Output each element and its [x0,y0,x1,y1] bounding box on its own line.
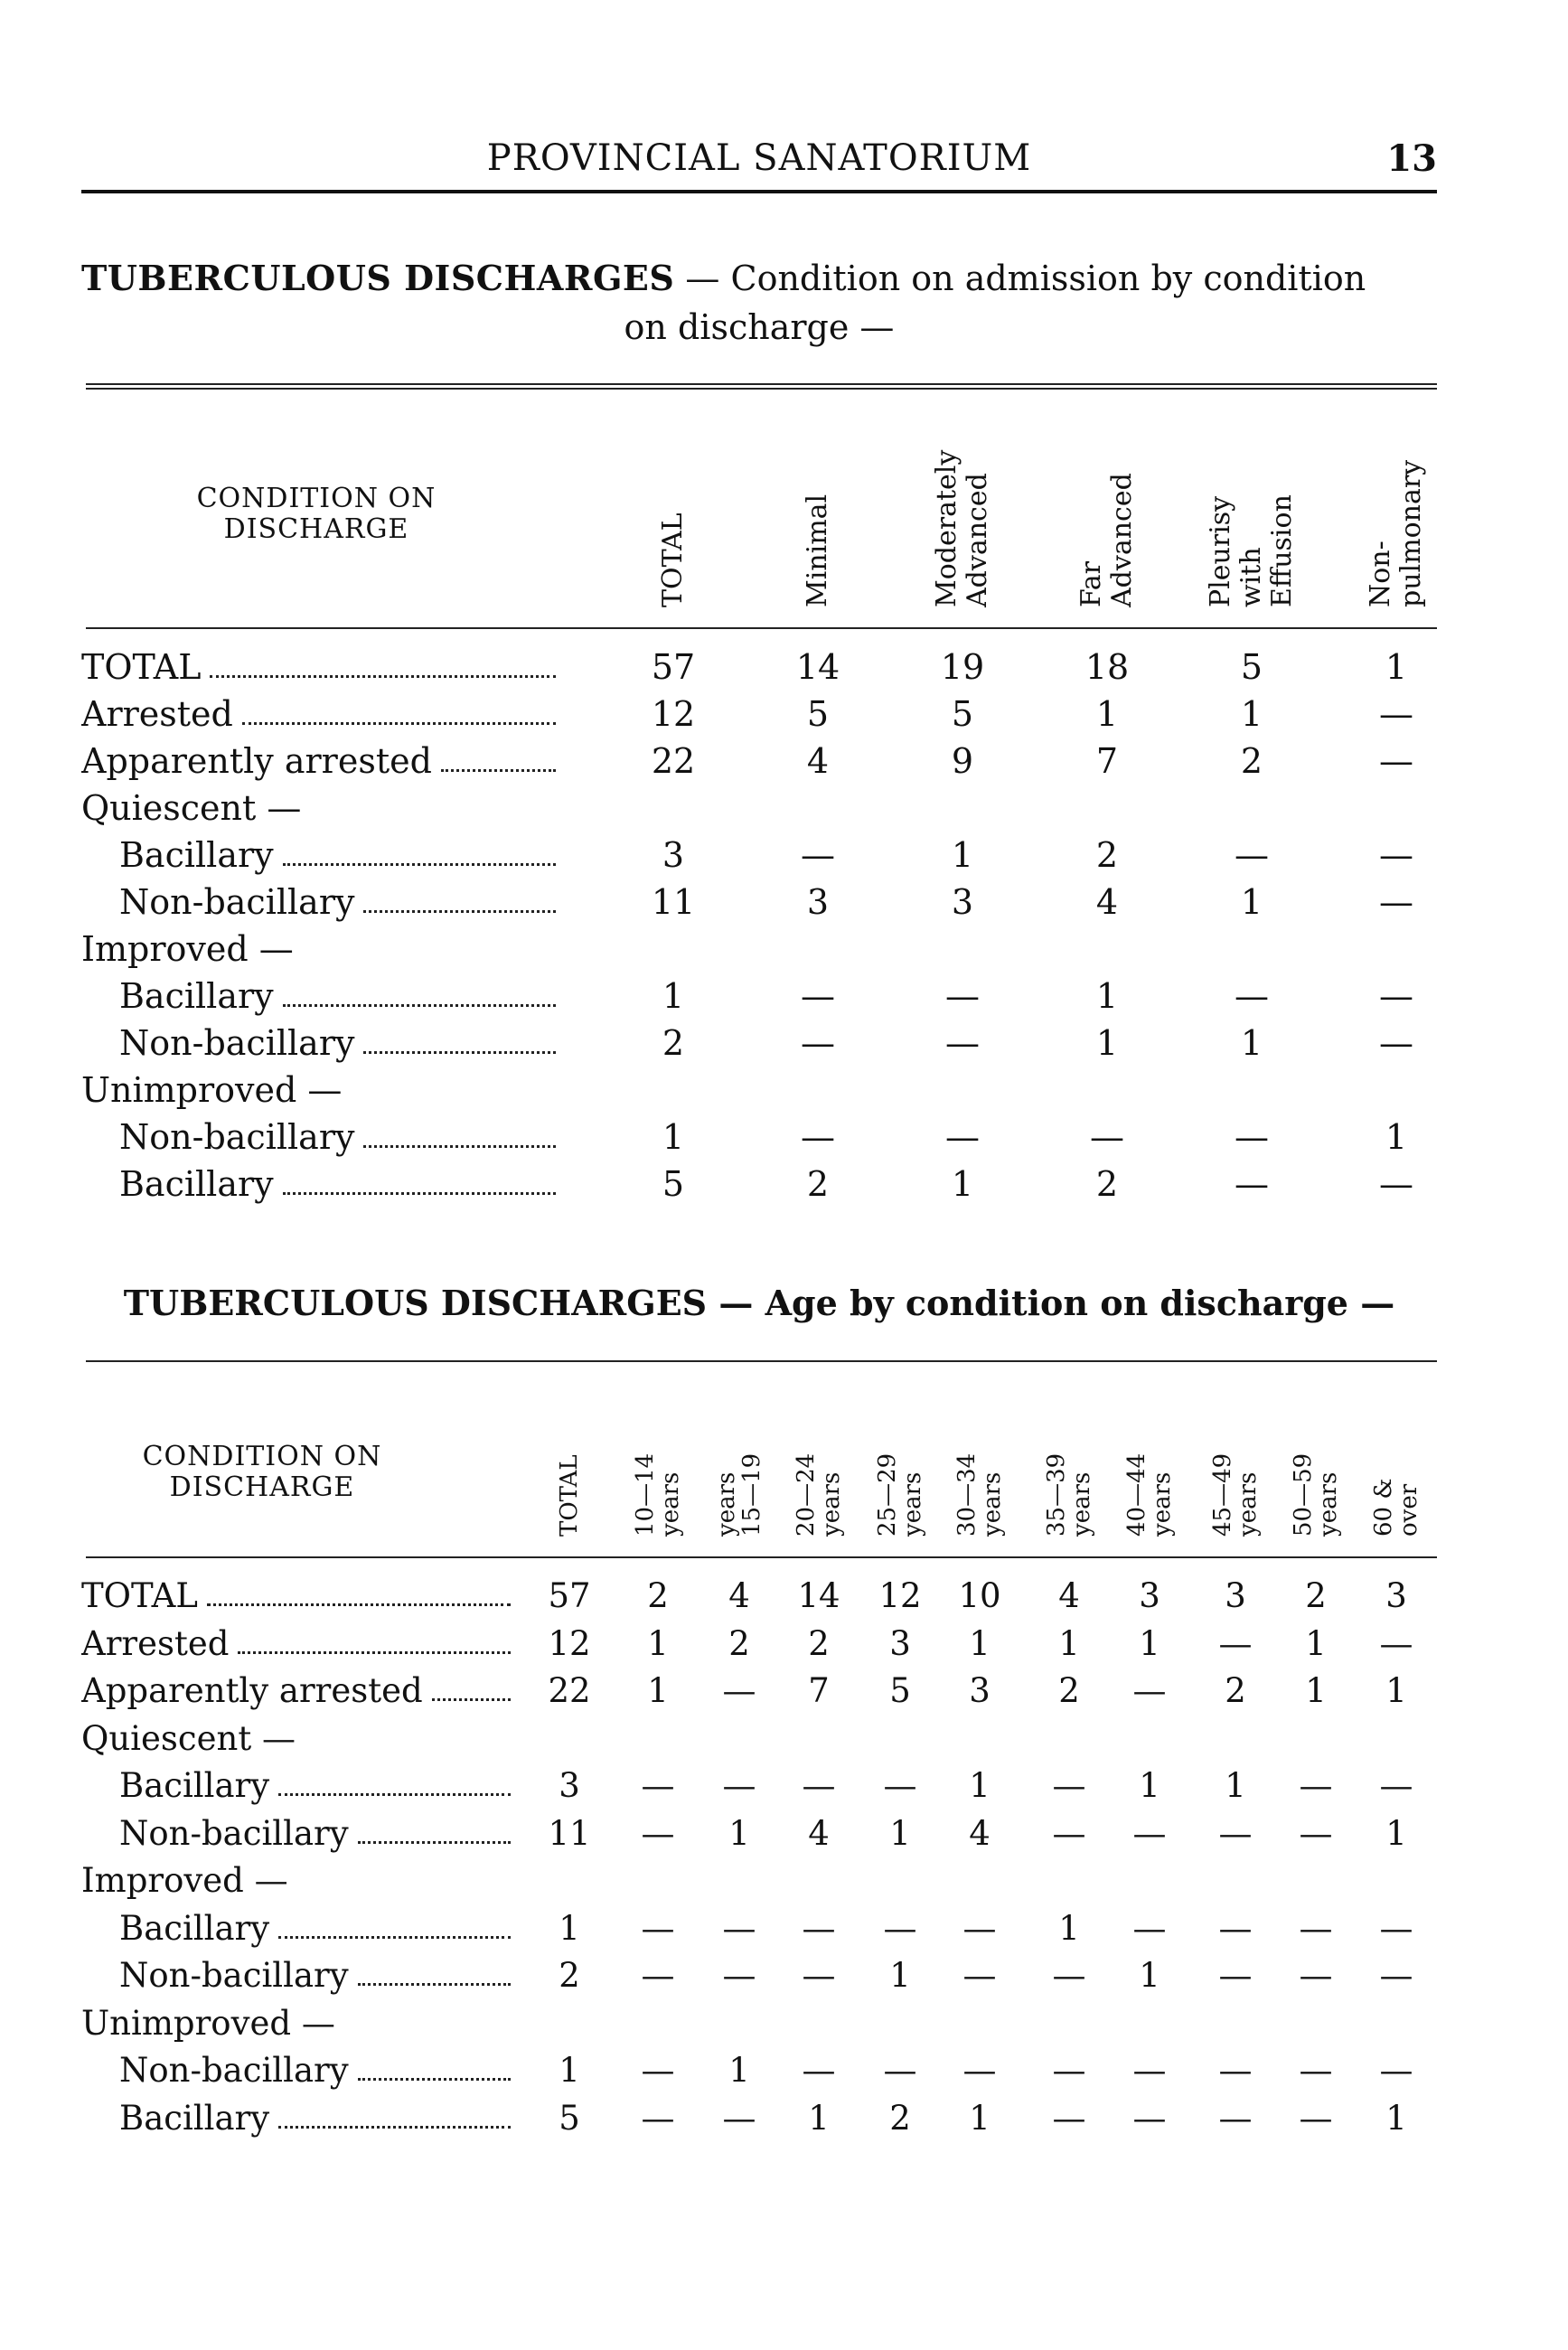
table2-col-header-6 [1044,1453,1094,1537]
table2-row-label: Apparently arrested [81,1671,511,1710]
table2-cell: — [802,2051,836,2090]
table1-cell: — [1379,1023,1413,1063]
table2-col-header-2-line-0: years [713,1471,740,1537]
table1-col-header-4-line-0: Pleurisy [1205,495,1236,607]
table2-cell: — [962,2051,997,2090]
table1-cell: 11 [651,882,696,922]
table2-row-label: Quiescent — [81,1718,296,1758]
table2-col-header-1 [633,1453,683,1537]
dot-leader [283,1001,556,1007]
table1-cell: 2 [1095,1164,1119,1204]
table2-cell: 1 [969,1623,991,1663]
table1-col-header-4 [1206,494,1298,607]
table1-cell: 1 [1240,694,1263,734]
table2-cell: — [722,1766,756,1805]
table2-cell: — [641,2098,675,2138]
table1-cell: 14 [795,647,840,687]
table2-cell: 1 [647,1623,669,1663]
table2-cell: 1 [889,1813,911,1853]
table2-cell: — [1379,1623,1413,1663]
table2-cell: — [1299,1813,1333,1853]
table2-col-header-1-line-0: 10—14 [632,1452,659,1537]
table2-cell: 2 [1058,1671,1080,1710]
page-number: 13 [1386,137,1437,180]
table1-cell: 18 [1084,647,1130,687]
table2-cell: 3 [969,1671,991,1710]
table2-row-label: Bacillary [119,2099,511,2138]
table1-cell: 5 [806,694,830,734]
table2-cell: 3 [889,1623,911,1663]
table2-cell: 11 [548,1813,591,1853]
table2-cell: — [883,2051,917,2090]
table1-col-header-5-line-1: pulmonary [1395,459,1427,607]
table1-cell: 5 [662,1164,685,1204]
table2-cell: 1 [559,1908,580,1948]
table1-title-rest: — Condition on admission by condition [674,258,1366,298]
table2-cell: — [1132,2098,1167,2138]
table1-row-label: Arrested [81,694,556,734]
table2-cell: — [1379,1956,1413,1995]
table2-row-label: Unimproved — [81,2003,335,2043]
dot-leader [242,719,556,725]
table1-row-label: Bacillary [119,835,556,875]
table1-col-header-0-line-0: TOTAL [657,512,689,607]
table1-cell: — [1379,882,1413,922]
table2-col-header-6-line-1: years [1068,1471,1095,1537]
table1-cell: 2 [806,1164,830,1204]
table2-cell: — [1299,2098,1333,2138]
table2-cell: — [641,1766,675,1805]
table2-cell: — [1052,1766,1086,1805]
table1-cell: — [945,976,980,1016]
table1-top-rule [86,383,1437,390]
table2-cell: — [1218,2098,1253,2138]
table1-cell: 12 [651,694,696,734]
table2-row-header-line2: DISCHARGE [169,1471,355,1503]
table2-cell: — [1052,2051,1086,2090]
table1-cell: 1 [662,976,685,1016]
table1-caption-line2: on discharge — [624,307,895,347]
dot-leader [283,860,556,866]
table2-row-label: Bacillary [119,1766,511,1805]
table2-cell: 2 [559,1956,580,1995]
table2-row-label: TOTAL [81,1576,511,1615]
table2-cell: — [883,1766,917,1805]
table1-cell: — [1379,741,1413,781]
table1-cell: — [1379,694,1413,734]
dot-leader [358,2074,511,2081]
table2-cell: — [802,1766,836,1805]
dot-leader [238,1648,511,1654]
table2-cell: 1 [1385,1671,1407,1710]
table2-cell: — [1218,1813,1253,1853]
table2-col-header-2 [714,1453,765,1537]
table1-header-rule [86,627,1437,629]
table2-row-label: Non-bacillary [119,2051,511,2090]
table2-col-header-7 [1124,1453,1175,1537]
table2-cell: 1 [728,1813,750,1853]
table1-cell: 1 [951,1164,974,1204]
dot-leader [207,1600,511,1606]
table2-cell: — [883,1908,917,1948]
table2-col-header-3-line-1: years [818,1471,845,1537]
table2-cell: — [1052,1813,1086,1853]
table1-cell: 4 [1095,882,1119,922]
table2-col-header-9-line-0: 50—59 [1290,1452,1317,1537]
table1-col-header-5 [1366,460,1427,607]
running-head [81,136,1437,190]
table1-col-header-3-line-0: Far [1075,560,1107,607]
dot-leader [363,1048,556,1054]
table1-cell: 2 [662,1023,685,1063]
table2-col-header-3 [793,1453,844,1537]
table2-cell: 2 [889,2098,911,2138]
table1-cell: — [1235,835,1269,875]
table1-row-label: Apparently arrested [81,741,556,781]
table1-row-label: TOTAL [81,647,556,687]
table2-header-rule [86,1556,1437,1558]
table2-cell: 1 [1139,1623,1160,1663]
table2-top-rule [86,1360,1437,1362]
table2-cell: 1 [1305,1671,1327,1710]
table2-cell: — [722,1671,756,1710]
table2-cell: 1 [1139,1956,1160,1995]
table2-cell: 3 [1139,1576,1160,1615]
table2-cell: — [1218,1623,1253,1663]
table1-cell: 22 [651,741,696,781]
table1-col-header-2-line-0: Moderately [931,449,962,607]
table2-cell: 1 [969,2098,991,2138]
table2-col-header-10-line-0: 60 & [1370,1478,1397,1537]
table1-cell: 2 [1240,741,1263,781]
table2-col-header-5 [954,1453,1005,1537]
table1-row-header [136,484,497,545]
table2-cell: 2 [808,1623,830,1663]
table2-row-header [99,1442,425,1503]
table2-cell: 1 [1385,2098,1407,2138]
table2-cell: — [1218,1908,1253,1948]
table2-cell: — [1052,1956,1086,1995]
table1-title-bold: TUBERCULOUS DISCHARGES [81,258,675,298]
table1-row-label: Unimproved — [81,1070,343,1110]
table2-col-header-8-line-0: 45—49 [1209,1452,1236,1537]
table2-cell: 1 [728,2051,750,2090]
table1-col-header-3-line-1: Advanced [1106,473,1138,607]
header-rule [81,190,1437,193]
table2-row-label: Bacillary [119,1909,511,1948]
table2-cell: 1 [808,2098,830,2138]
table2-cell: — [1132,2051,1167,2090]
table1-col-header-4-line-2: Effusion [1266,494,1298,607]
table2-cell: 1 [889,1956,911,1995]
table2-cell: 2 [1225,1671,1246,1710]
table2-cell: — [722,1956,756,1995]
table1-col-header-2-line-1: Advanced [962,473,993,607]
table1-cell: — [1379,835,1413,875]
table1-cell: — [801,1117,835,1157]
table1-row-label: Improved — [81,929,294,969]
table2-col-header-5-line-1: years [979,1471,1006,1537]
table2-cell: 2 [647,1576,669,1615]
table2-cell: 1 [1058,1908,1080,1948]
table2-col-header-9 [1291,1453,1341,1537]
table2-cell: — [1132,1908,1167,1948]
dot-leader [363,907,556,913]
table2-cell: — [1299,1908,1333,1948]
table1-cell: — [945,1023,980,1063]
table1-cell: 5 [1240,647,1263,687]
table1-cell: 3 [662,835,685,875]
table1-cell: 4 [806,741,830,781]
table2-cell: — [1379,2051,1413,2090]
table1-cell: 1 [1385,647,1408,687]
table2-cell: 2 [1305,1576,1327,1615]
table1-row-header-line2: DISCHARGE [223,513,409,545]
table2-col-header-4-line-0: 25—29 [874,1452,901,1537]
table2-cell: — [641,1956,675,1995]
dot-leader [358,1838,511,1844]
table2-cell: — [962,1956,997,1995]
table2-row-header-line1: CONDITION ON [142,1441,382,1472]
table1-cell: 1 [662,1117,685,1157]
dot-leader [278,1790,511,1796]
table2-cell: — [1299,1956,1333,1995]
table2-cell: 1 [1305,1623,1327,1663]
table1-cell: — [1235,1164,1269,1204]
table2-cell: — [802,1956,836,1995]
table2-col-header-0-line-0: TOTAL [556,1454,583,1537]
table2-cell: 22 [548,1671,591,1710]
table1-row-label: Quiescent — [81,788,302,828]
table2-row-label: Arrested [81,1624,511,1663]
table1-cell: 1 [951,835,974,875]
table2-col-header-8-line-1: years [1235,1471,1262,1537]
table2-col-header-6-line-0: 35—39 [1043,1452,1070,1537]
table2-col-header-7-line-0: 40—44 [1123,1452,1150,1537]
table2-col-header-9-line-1: years [1315,1471,1342,1537]
table2-cell: — [722,2098,756,2138]
table2-cell: — [962,1908,997,1948]
table2-cell: — [1132,1813,1167,1853]
table2-cell: 4 [728,1576,750,1615]
table1-cell: 1 [1240,882,1263,922]
table1-cell: 3 [951,882,974,922]
table2-cell: — [1299,2051,1333,2090]
table1-col-header-1 [803,494,833,607]
table1-cell: 1 [1240,1023,1263,1063]
table2-row-label: Non-bacillary [119,1814,511,1853]
dot-leader [283,1189,556,1195]
table2-cell: 12 [878,1576,922,1615]
table1-cell: — [1379,976,1413,1016]
table2-col-header-4-line-1: years [899,1471,926,1537]
table1-cell: — [801,976,835,1016]
table1-cell: — [1090,1117,1124,1157]
table2-cell: — [1218,2051,1253,2090]
table1-col-header-3 [1076,473,1138,607]
table1-cell: — [1235,1117,1269,1157]
dot-leader [210,672,556,678]
table1-row-header-line1: CONDITION ON [196,483,437,514]
table2-cell: 1 [647,1671,669,1710]
table2-cell: 3 [559,1766,580,1805]
table2-cell: 3 [1225,1576,1246,1615]
table1-cell: — [1379,1164,1413,1204]
table2-col-header-10 [1371,1479,1422,1537]
table2-cell: 7 [808,1671,830,1710]
table1-col-header-2 [932,450,993,607]
table2-caption: TUBERCULOUS DISCHARGES — Age by condition on discharge — [123,1283,1395,1323]
table2-col-header-5-line-0: 30—34 [953,1452,981,1537]
table1-cell: — [801,1023,835,1063]
table2-cell: — [722,1908,756,1948]
table2-cell: — [1379,1766,1413,1805]
table2-row-label: Non-bacillary [119,1956,511,1995]
table2-cell: — [1299,1766,1333,1805]
table1-col-header-1-line-0: Minimal [802,494,833,607]
table1-row-label: Non-bacillary [119,882,556,922]
table1-cell: 1 [1095,976,1119,1016]
running-title: PROVINCIAL SANATORIUM [486,137,1032,179]
table2-col-header-8 [1210,1453,1261,1537]
table1-cell: 57 [651,647,696,687]
dot-leader [358,1979,511,1986]
table2-col-header-7-line-1: years [1149,1471,1176,1537]
table2-col-header-4 [875,1453,925,1537]
table2-col-header-3-line-0: 20—24 [793,1452,820,1537]
dot-leader [278,2122,511,2129]
table1-cell: 1 [1385,1117,1408,1157]
dot-leader [278,1932,511,1939]
table2-cell: 5 [889,1671,911,1710]
table2-cell: 14 [797,1576,840,1615]
table2-cell: — [1379,1908,1413,1948]
table2-cell: — [1132,1671,1167,1710]
table1-cell: 9 [951,741,974,781]
table1-row-label: Bacillary [119,976,556,1016]
table2-cell: 3 [1385,1576,1407,1615]
table2-cell: 1 [1058,1623,1080,1663]
table2-cell: 1 [1385,1813,1407,1853]
table2-col-header-2-line-1: 15—19 [738,1452,765,1537]
table2-cell: 4 [808,1813,830,1853]
table1-col-header-4-line-1: with [1235,547,1267,607]
table1-row-label: Bacillary [119,1164,556,1204]
table1-cell: 5 [951,694,974,734]
table1-cell: 7 [1095,741,1119,781]
table2-cell: 1 [1225,1766,1246,1805]
table2-cell: 2 [728,1623,750,1663]
table2-cell: 10 [958,1576,1001,1615]
table2-cell: 1 [1139,1766,1160,1805]
table1-row-label: Non-bacillary [119,1023,556,1063]
table2-cell: 4 [1058,1576,1080,1615]
dot-leader [441,766,556,772]
table1-cell: 19 [940,647,985,687]
table1-col-header-5-line-0: Non- [1365,540,1396,607]
table1-caption [81,255,1437,302]
table1-cell: — [801,835,835,875]
table1-cell: 2 [1095,835,1119,875]
table1-cell: 1 [1095,1023,1119,1063]
table2-cell: 5 [559,2098,580,2138]
table2-cell: 57 [548,1576,591,1615]
table2-cell: — [641,1813,675,1853]
table2-cell: — [1218,1956,1253,1995]
table1-cell: — [1235,976,1269,1016]
table2-cell: 12 [548,1623,591,1663]
table2-col-header-0 [557,1454,582,1537]
table2-cell: 1 [969,1766,991,1805]
table2-cell: — [641,1908,675,1948]
table1-row-label: Non-bacillary [119,1117,556,1157]
table2-cell: — [641,2051,675,2090]
table2-cell: — [802,1908,836,1948]
table2-cell: 4 [969,1813,991,1853]
dot-leader [363,1142,556,1148]
dot-leader [432,1695,511,1701]
table1-cell: — [945,1117,980,1157]
table2-cell: 1 [559,2051,580,2090]
table2-row-label: Improved — [81,1861,288,1900]
table1-cell: 3 [806,882,830,922]
table2-cell: — [1052,2098,1086,2138]
table1-cell: 1 [1095,694,1119,734]
table2-col-header-10-line-1: over [1395,1483,1422,1537]
table1-col-header-0 [658,512,689,607]
table2-col-header-1-line-1: years [657,1471,684,1537]
